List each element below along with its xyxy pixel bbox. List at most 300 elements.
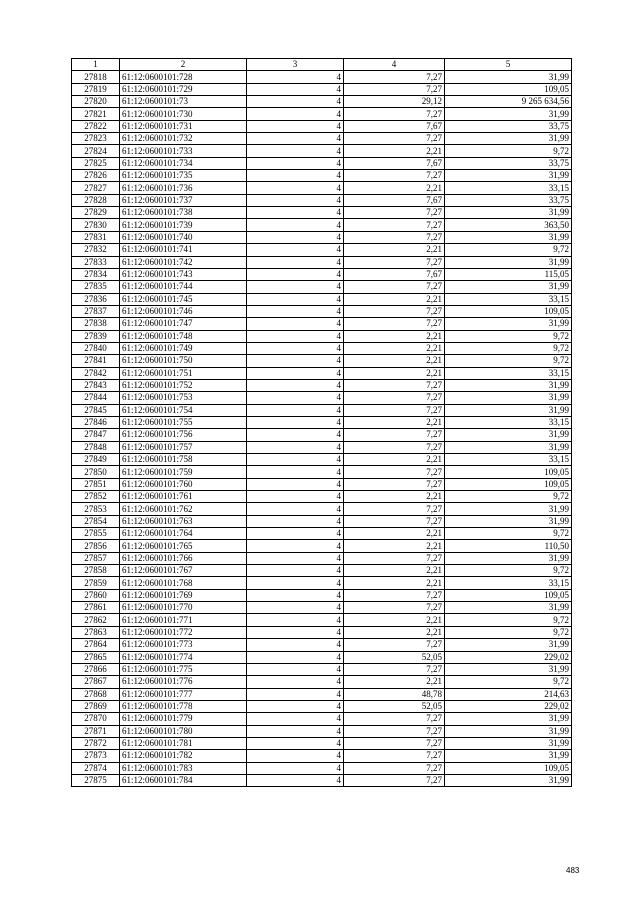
- amount-cell: 229,02: [445, 700, 572, 712]
- value-cell: 2,21: [344, 145, 445, 157]
- table-row: [72, 491, 572, 503]
- value-cell: 2,21: [344, 577, 445, 589]
- amount-cell: 31,99: [445, 379, 572, 391]
- code-cell: 4: [247, 108, 344, 120]
- cadastral-number-cell: 61:12:0600101:765: [120, 540, 247, 552]
- amount-cell: 9,72: [445, 614, 572, 626]
- table-row: [72, 392, 572, 404]
- column-header-5: 5: [445, 59, 572, 71]
- cadastral-number-cell: 61:12:0600101:779: [120, 713, 247, 725]
- value-cell: 2,21: [344, 182, 445, 194]
- row-number-cell: 27842: [72, 367, 120, 379]
- code-cell: 4: [247, 293, 344, 305]
- table-body: [72, 71, 572, 787]
- cadastral-number-cell: 61:12:0600101:761: [120, 491, 247, 503]
- cadastral-number-cell: 61:12:0600101:732: [120, 133, 247, 145]
- amount-cell: 33,15: [445, 182, 572, 194]
- amount-cell: 9,72: [445, 626, 572, 638]
- code-cell: 4: [247, 244, 344, 256]
- row-number-cell: 27819: [72, 83, 120, 95]
- cadastral-number-cell: 61:12:0600101:733: [120, 145, 247, 157]
- value-cell: 7,27: [344, 281, 445, 293]
- amount-cell: 33,75: [445, 120, 572, 132]
- row-number-cell: 27861: [72, 602, 120, 614]
- table-row: [72, 379, 572, 391]
- row-number-cell: 27875: [72, 774, 120, 786]
- amount-cell: 33,75: [445, 194, 572, 206]
- cadastral-number-cell: 61:12:0600101:784: [120, 774, 247, 786]
- code-cell: 4: [247, 688, 344, 700]
- column-header-1: 1: [72, 59, 120, 71]
- code-cell: 4: [247, 355, 344, 367]
- table-row: [72, 676, 572, 688]
- row-number-cell: 27821: [72, 108, 120, 120]
- cadastral-number-cell: 61:12:0600101:772: [120, 626, 247, 638]
- amount-cell: 33,15: [445, 454, 572, 466]
- table-row: [72, 552, 572, 564]
- value-cell: 7,27: [344, 305, 445, 317]
- cadastral-number-cell: 61:12:0600101:747: [120, 318, 247, 330]
- table-row: [72, 71, 572, 83]
- cadastral-number-cell: 61:12:0600101:766: [120, 552, 247, 564]
- cadastral-number-cell: 61:12:0600101:745: [120, 293, 247, 305]
- row-number-cell: 27828: [72, 194, 120, 206]
- amount-cell: 31,99: [445, 429, 572, 441]
- table-row: [72, 602, 572, 614]
- cadastral-number-cell: 61:12:0600101:773: [120, 639, 247, 651]
- row-number-cell: 27866: [72, 663, 120, 675]
- code-cell: 4: [247, 342, 344, 354]
- cadastral-number-cell: 61:12:0600101:750: [120, 355, 247, 367]
- table-row: [72, 466, 572, 478]
- value-cell: 7,27: [344, 478, 445, 490]
- code-cell: 4: [247, 404, 344, 416]
- amount-cell: 31,99: [445, 602, 572, 614]
- cadastral-number-cell: 61:12:0600101:736: [120, 182, 247, 194]
- code-cell: 4: [247, 491, 344, 503]
- column-header-3: 3: [247, 59, 344, 71]
- row-number-cell: 27873: [72, 750, 120, 762]
- amount-cell: 31,99: [445, 552, 572, 564]
- table-row: [72, 416, 572, 428]
- table-row: [72, 330, 572, 342]
- row-number-cell: 27841: [72, 355, 120, 367]
- table-row: [72, 83, 572, 95]
- code-cell: 4: [247, 330, 344, 342]
- cadastral-number-cell: 61:12:0600101:767: [120, 565, 247, 577]
- code-cell: 4: [247, 676, 344, 688]
- amount-cell: 9,72: [445, 676, 572, 688]
- table-row: [72, 318, 572, 330]
- table-row: [72, 244, 572, 256]
- table-row: [72, 342, 572, 354]
- table-row: [72, 713, 572, 725]
- code-cell: 4: [247, 96, 344, 108]
- table-row: [72, 281, 572, 293]
- row-number-cell: 27846: [72, 416, 120, 428]
- row-number-cell: 27851: [72, 478, 120, 490]
- value-cell: 7,27: [344, 404, 445, 416]
- row-number-cell: 27855: [72, 528, 120, 540]
- code-cell: 4: [247, 589, 344, 601]
- row-number-cell: 27854: [72, 515, 120, 527]
- amount-cell: 109,05: [445, 466, 572, 478]
- cadastral-number-cell: 61:12:0600101:749: [120, 342, 247, 354]
- code-cell: 4: [247, 602, 344, 614]
- cadastral-number-cell: 61:12:0600101:768: [120, 577, 247, 589]
- cadastral-number-cell: 61:12:0600101:738: [120, 207, 247, 219]
- code-cell: 4: [247, 466, 344, 478]
- amount-cell: 31,99: [445, 170, 572, 182]
- code-cell: 4: [247, 170, 344, 182]
- value-cell: 2,21: [344, 528, 445, 540]
- table-row: [72, 120, 572, 132]
- amount-cell: 31,99: [445, 503, 572, 515]
- table-row: [72, 170, 572, 182]
- cadastral-number-cell: 61:12:0600101:783: [120, 762, 247, 774]
- amount-cell: 31,99: [445, 713, 572, 725]
- value-cell: 2,21: [344, 244, 445, 256]
- row-number-cell: 27844: [72, 392, 120, 404]
- cadastral-number-cell: 61:12:0600101:740: [120, 231, 247, 243]
- amount-cell: 214,63: [445, 688, 572, 700]
- code-cell: 4: [247, 281, 344, 293]
- cadastral-number-cell: 61:12:0600101:753: [120, 392, 247, 404]
- amount-cell: 363,50: [445, 219, 572, 231]
- amount-cell: 9,72: [445, 145, 572, 157]
- table-row: [72, 145, 572, 157]
- amount-cell: 31,99: [445, 207, 572, 219]
- row-number-cell: 27852: [72, 491, 120, 503]
- amount-cell: 9,72: [445, 565, 572, 577]
- amount-cell: 9,72: [445, 528, 572, 540]
- cadastral-number-cell: 61:12:0600101:780: [120, 725, 247, 737]
- table-row: [72, 651, 572, 663]
- row-number-cell: 27859: [72, 577, 120, 589]
- amount-cell: 9,72: [445, 491, 572, 503]
- amount-cell: 31,99: [445, 737, 572, 749]
- value-cell: 7,27: [344, 515, 445, 527]
- value-cell: 29,12: [344, 96, 445, 108]
- value-cell: 7,27: [344, 737, 445, 749]
- code-cell: 4: [247, 528, 344, 540]
- amount-cell: 33,15: [445, 416, 572, 428]
- cadastral-number-cell: 61:12:0600101:73: [120, 96, 247, 108]
- value-cell: 7,27: [344, 318, 445, 330]
- value-cell: 7,27: [344, 503, 445, 515]
- table-row: [72, 108, 572, 120]
- table-row: [72, 515, 572, 527]
- amount-cell: 31,99: [445, 441, 572, 453]
- value-cell: 2,21: [344, 565, 445, 577]
- value-cell: 7,27: [344, 441, 445, 453]
- code-cell: 4: [247, 305, 344, 317]
- code-cell: 4: [247, 626, 344, 638]
- value-cell: 7,67: [344, 268, 445, 280]
- value-cell: 2,21: [344, 540, 445, 552]
- amount-cell: 31,99: [445, 318, 572, 330]
- table-row: [72, 96, 572, 108]
- value-cell: 7,67: [344, 194, 445, 206]
- row-number-cell: 27849: [72, 454, 120, 466]
- code-cell: 4: [247, 639, 344, 651]
- amount-cell: 9,72: [445, 244, 572, 256]
- code-cell: 4: [247, 145, 344, 157]
- cadastral-number-cell: 61:12:0600101:742: [120, 256, 247, 268]
- cadastral-number-cell: 61:12:0600101:730: [120, 108, 247, 120]
- table-row: [72, 133, 572, 145]
- value-cell: 52,05: [344, 700, 445, 712]
- table-row: [72, 565, 572, 577]
- cadastral-number-cell: 61:12:0600101:758: [120, 454, 247, 466]
- row-number-cell: 27871: [72, 725, 120, 737]
- value-cell: 7,27: [344, 762, 445, 774]
- cadastral-number-cell: 61:12:0600101:756: [120, 429, 247, 441]
- value-cell: 2,21: [344, 454, 445, 466]
- cadastral-number-cell: 61:12:0600101:757: [120, 441, 247, 453]
- amount-cell: 31,99: [445, 133, 572, 145]
- row-number-cell: 27827: [72, 182, 120, 194]
- table-row: [72, 305, 572, 317]
- cadastral-table: [71, 58, 572, 787]
- code-cell: 4: [247, 651, 344, 663]
- code-cell: 4: [247, 379, 344, 391]
- table-row: [72, 293, 572, 305]
- cadastral-number-cell: 61:12:0600101:754: [120, 404, 247, 416]
- table-row: [72, 737, 572, 749]
- row-number-cell: 27857: [72, 552, 120, 564]
- row-number-cell: 27831: [72, 231, 120, 243]
- cadastral-number-cell: 61:12:0600101:764: [120, 528, 247, 540]
- column-header-4: 4: [344, 59, 445, 71]
- amount-cell: 9,72: [445, 330, 572, 342]
- value-cell: 7,27: [344, 170, 445, 182]
- row-number-cell: 27867: [72, 676, 120, 688]
- value-cell: 7,27: [344, 725, 445, 737]
- table-row: [72, 256, 572, 268]
- row-number-cell: 27843: [72, 379, 120, 391]
- value-cell: 7,27: [344, 466, 445, 478]
- code-cell: 4: [247, 503, 344, 515]
- cadastral-number-cell: 61:12:0600101:763: [120, 515, 247, 527]
- table-row: [72, 589, 572, 601]
- row-number-cell: 27858: [72, 565, 120, 577]
- row-number-cell: 27835: [72, 281, 120, 293]
- table-row: [72, 194, 572, 206]
- row-number-cell: 27863: [72, 626, 120, 638]
- cadastral-number-cell: 61:12:0600101:744: [120, 281, 247, 293]
- row-number-cell: 27872: [72, 737, 120, 749]
- code-cell: 4: [247, 268, 344, 280]
- value-cell: 7,67: [344, 120, 445, 132]
- row-number-cell: 27856: [72, 540, 120, 552]
- row-number-cell: 27824: [72, 145, 120, 157]
- table-row: [72, 404, 572, 416]
- cadastral-number-cell: 61:12:0600101:775: [120, 663, 247, 675]
- page-number: 483: [566, 866, 580, 875]
- row-number-cell: 27838: [72, 318, 120, 330]
- value-cell: 2,21: [344, 626, 445, 638]
- cadastral-number-cell: 61:12:0600101:737: [120, 194, 247, 206]
- cadastral-number-cell: 61:12:0600101:776: [120, 676, 247, 688]
- row-number-cell: 27822: [72, 120, 120, 132]
- code-cell: 4: [247, 454, 344, 466]
- code-cell: 4: [247, 441, 344, 453]
- value-cell: 7,27: [344, 639, 445, 651]
- code-cell: 4: [247, 83, 344, 95]
- value-cell: 7,27: [344, 71, 445, 83]
- code-cell: 4: [247, 663, 344, 675]
- amount-cell: 229,02: [445, 651, 572, 663]
- row-number-cell: 27836: [72, 293, 120, 305]
- amount-cell: 31,99: [445, 663, 572, 675]
- row-number-cell: 27830: [72, 219, 120, 231]
- code-cell: 4: [247, 318, 344, 330]
- code-cell: 4: [247, 429, 344, 441]
- amount-cell: 31,99: [445, 725, 572, 737]
- amount-cell: 31,99: [445, 108, 572, 120]
- amount-cell: 31,99: [445, 71, 572, 83]
- row-number-cell: 27874: [72, 762, 120, 774]
- value-cell: 2,21: [344, 491, 445, 503]
- code-cell: 4: [247, 194, 344, 206]
- value-cell: 2,21: [344, 355, 445, 367]
- value-cell: 7,27: [344, 133, 445, 145]
- amount-cell: 31,99: [445, 281, 572, 293]
- cadastral-number-cell: 61:12:0600101:781: [120, 737, 247, 749]
- value-cell: 7,27: [344, 602, 445, 614]
- cadastral-number-cell: 61:12:0600101:743: [120, 268, 247, 280]
- amount-cell: 33,15: [445, 293, 572, 305]
- value-cell: 7,27: [344, 231, 445, 243]
- row-number-cell: 27823: [72, 133, 120, 145]
- table-row: [72, 663, 572, 675]
- table-row: [72, 182, 572, 194]
- table-row: [72, 454, 572, 466]
- amount-cell: 31,99: [445, 404, 572, 416]
- value-cell: 2,21: [344, 614, 445, 626]
- row-number-cell: 27864: [72, 639, 120, 651]
- amount-cell: 33,75: [445, 157, 572, 169]
- row-number-cell: 27825: [72, 157, 120, 169]
- table-row: [72, 157, 572, 169]
- value-cell: 7,27: [344, 83, 445, 95]
- value-cell: 7,27: [344, 379, 445, 391]
- code-cell: 4: [247, 392, 344, 404]
- cadastral-number-cell: 61:12:0600101:771: [120, 614, 247, 626]
- amount-cell: 115,05: [445, 268, 572, 280]
- table-row: [72, 614, 572, 626]
- value-cell: 7,27: [344, 219, 445, 231]
- value-cell: 7,27: [344, 429, 445, 441]
- row-number-cell: 27865: [72, 651, 120, 663]
- value-cell: 2,21: [344, 367, 445, 379]
- code-cell: 4: [247, 515, 344, 527]
- amount-cell: 109,05: [445, 83, 572, 95]
- cadastral-number-cell: 61:12:0600101:755: [120, 416, 247, 428]
- code-cell: 4: [247, 207, 344, 219]
- cadastral-number-cell: 61:12:0600101:735: [120, 170, 247, 182]
- code-cell: 4: [247, 256, 344, 268]
- row-number-cell: 27839: [72, 330, 120, 342]
- cadastral-number-cell: 61:12:0600101:751: [120, 367, 247, 379]
- code-cell: 4: [247, 614, 344, 626]
- code-cell: 4: [247, 231, 344, 243]
- code-cell: 4: [247, 774, 344, 786]
- amount-cell: 33,15: [445, 367, 572, 379]
- value-cell: 2,21: [344, 330, 445, 342]
- amount-cell: 31,99: [445, 256, 572, 268]
- row-number-cell: 27870: [72, 713, 120, 725]
- value-cell: 7,27: [344, 207, 445, 219]
- code-cell: 4: [247, 565, 344, 577]
- table-row: [72, 478, 572, 490]
- row-number-cell: 27850: [72, 466, 120, 478]
- row-number-cell: 27848: [72, 441, 120, 453]
- table-header-row: [72, 59, 572, 71]
- row-number-cell: 27826: [72, 170, 120, 182]
- table-row: [72, 639, 572, 651]
- row-number-cell: 27820: [72, 96, 120, 108]
- cadastral-number-cell: 61:12:0600101:728: [120, 71, 247, 83]
- code-cell: 4: [247, 762, 344, 774]
- cadastral-number-cell: 61:12:0600101:752: [120, 379, 247, 391]
- code-cell: 4: [247, 577, 344, 589]
- value-cell: 7,27: [344, 713, 445, 725]
- table-row: [72, 207, 572, 219]
- value-cell: 7,27: [344, 750, 445, 762]
- code-cell: 4: [247, 478, 344, 490]
- code-cell: 4: [247, 737, 344, 749]
- table-row: [72, 774, 572, 786]
- table-row: [72, 700, 572, 712]
- table-row: [72, 503, 572, 515]
- code-cell: 4: [247, 182, 344, 194]
- table-row: [72, 429, 572, 441]
- row-number-cell: 27833: [72, 256, 120, 268]
- row-number-cell: 27869: [72, 700, 120, 712]
- value-cell: 7,27: [344, 392, 445, 404]
- code-cell: 4: [247, 725, 344, 737]
- amount-cell: 33,15: [445, 577, 572, 589]
- cadastral-number-cell: 61:12:0600101:729: [120, 83, 247, 95]
- cadastral-number-cell: 61:12:0600101:777: [120, 688, 247, 700]
- table-row: [72, 540, 572, 552]
- code-cell: 4: [247, 540, 344, 552]
- row-number-cell: 27840: [72, 342, 120, 354]
- code-cell: 4: [247, 713, 344, 725]
- value-cell: 2,21: [344, 293, 445, 305]
- cadastral-number-cell: 61:12:0600101:770: [120, 602, 247, 614]
- amount-cell: 109,05: [445, 589, 572, 601]
- value-cell: 7,27: [344, 774, 445, 786]
- cadastral-number-cell: 61:12:0600101:748: [120, 330, 247, 342]
- value-cell: 7,27: [344, 108, 445, 120]
- amount-cell: 31,99: [445, 515, 572, 527]
- value-cell: 7,27: [344, 256, 445, 268]
- row-number-cell: 27818: [72, 71, 120, 83]
- amount-cell: 109,05: [445, 305, 572, 317]
- cadastral-number-cell: 61:12:0600101:774: [120, 651, 247, 663]
- cadastral-number-cell: 61:12:0600101:782: [120, 750, 247, 762]
- row-number-cell: 27860: [72, 589, 120, 601]
- value-cell: 7,27: [344, 663, 445, 675]
- value-cell: 7,27: [344, 589, 445, 601]
- table-row: [72, 355, 572, 367]
- code-cell: 4: [247, 700, 344, 712]
- table-row: [72, 688, 572, 700]
- cadastral-number-cell: 61:12:0600101:746: [120, 305, 247, 317]
